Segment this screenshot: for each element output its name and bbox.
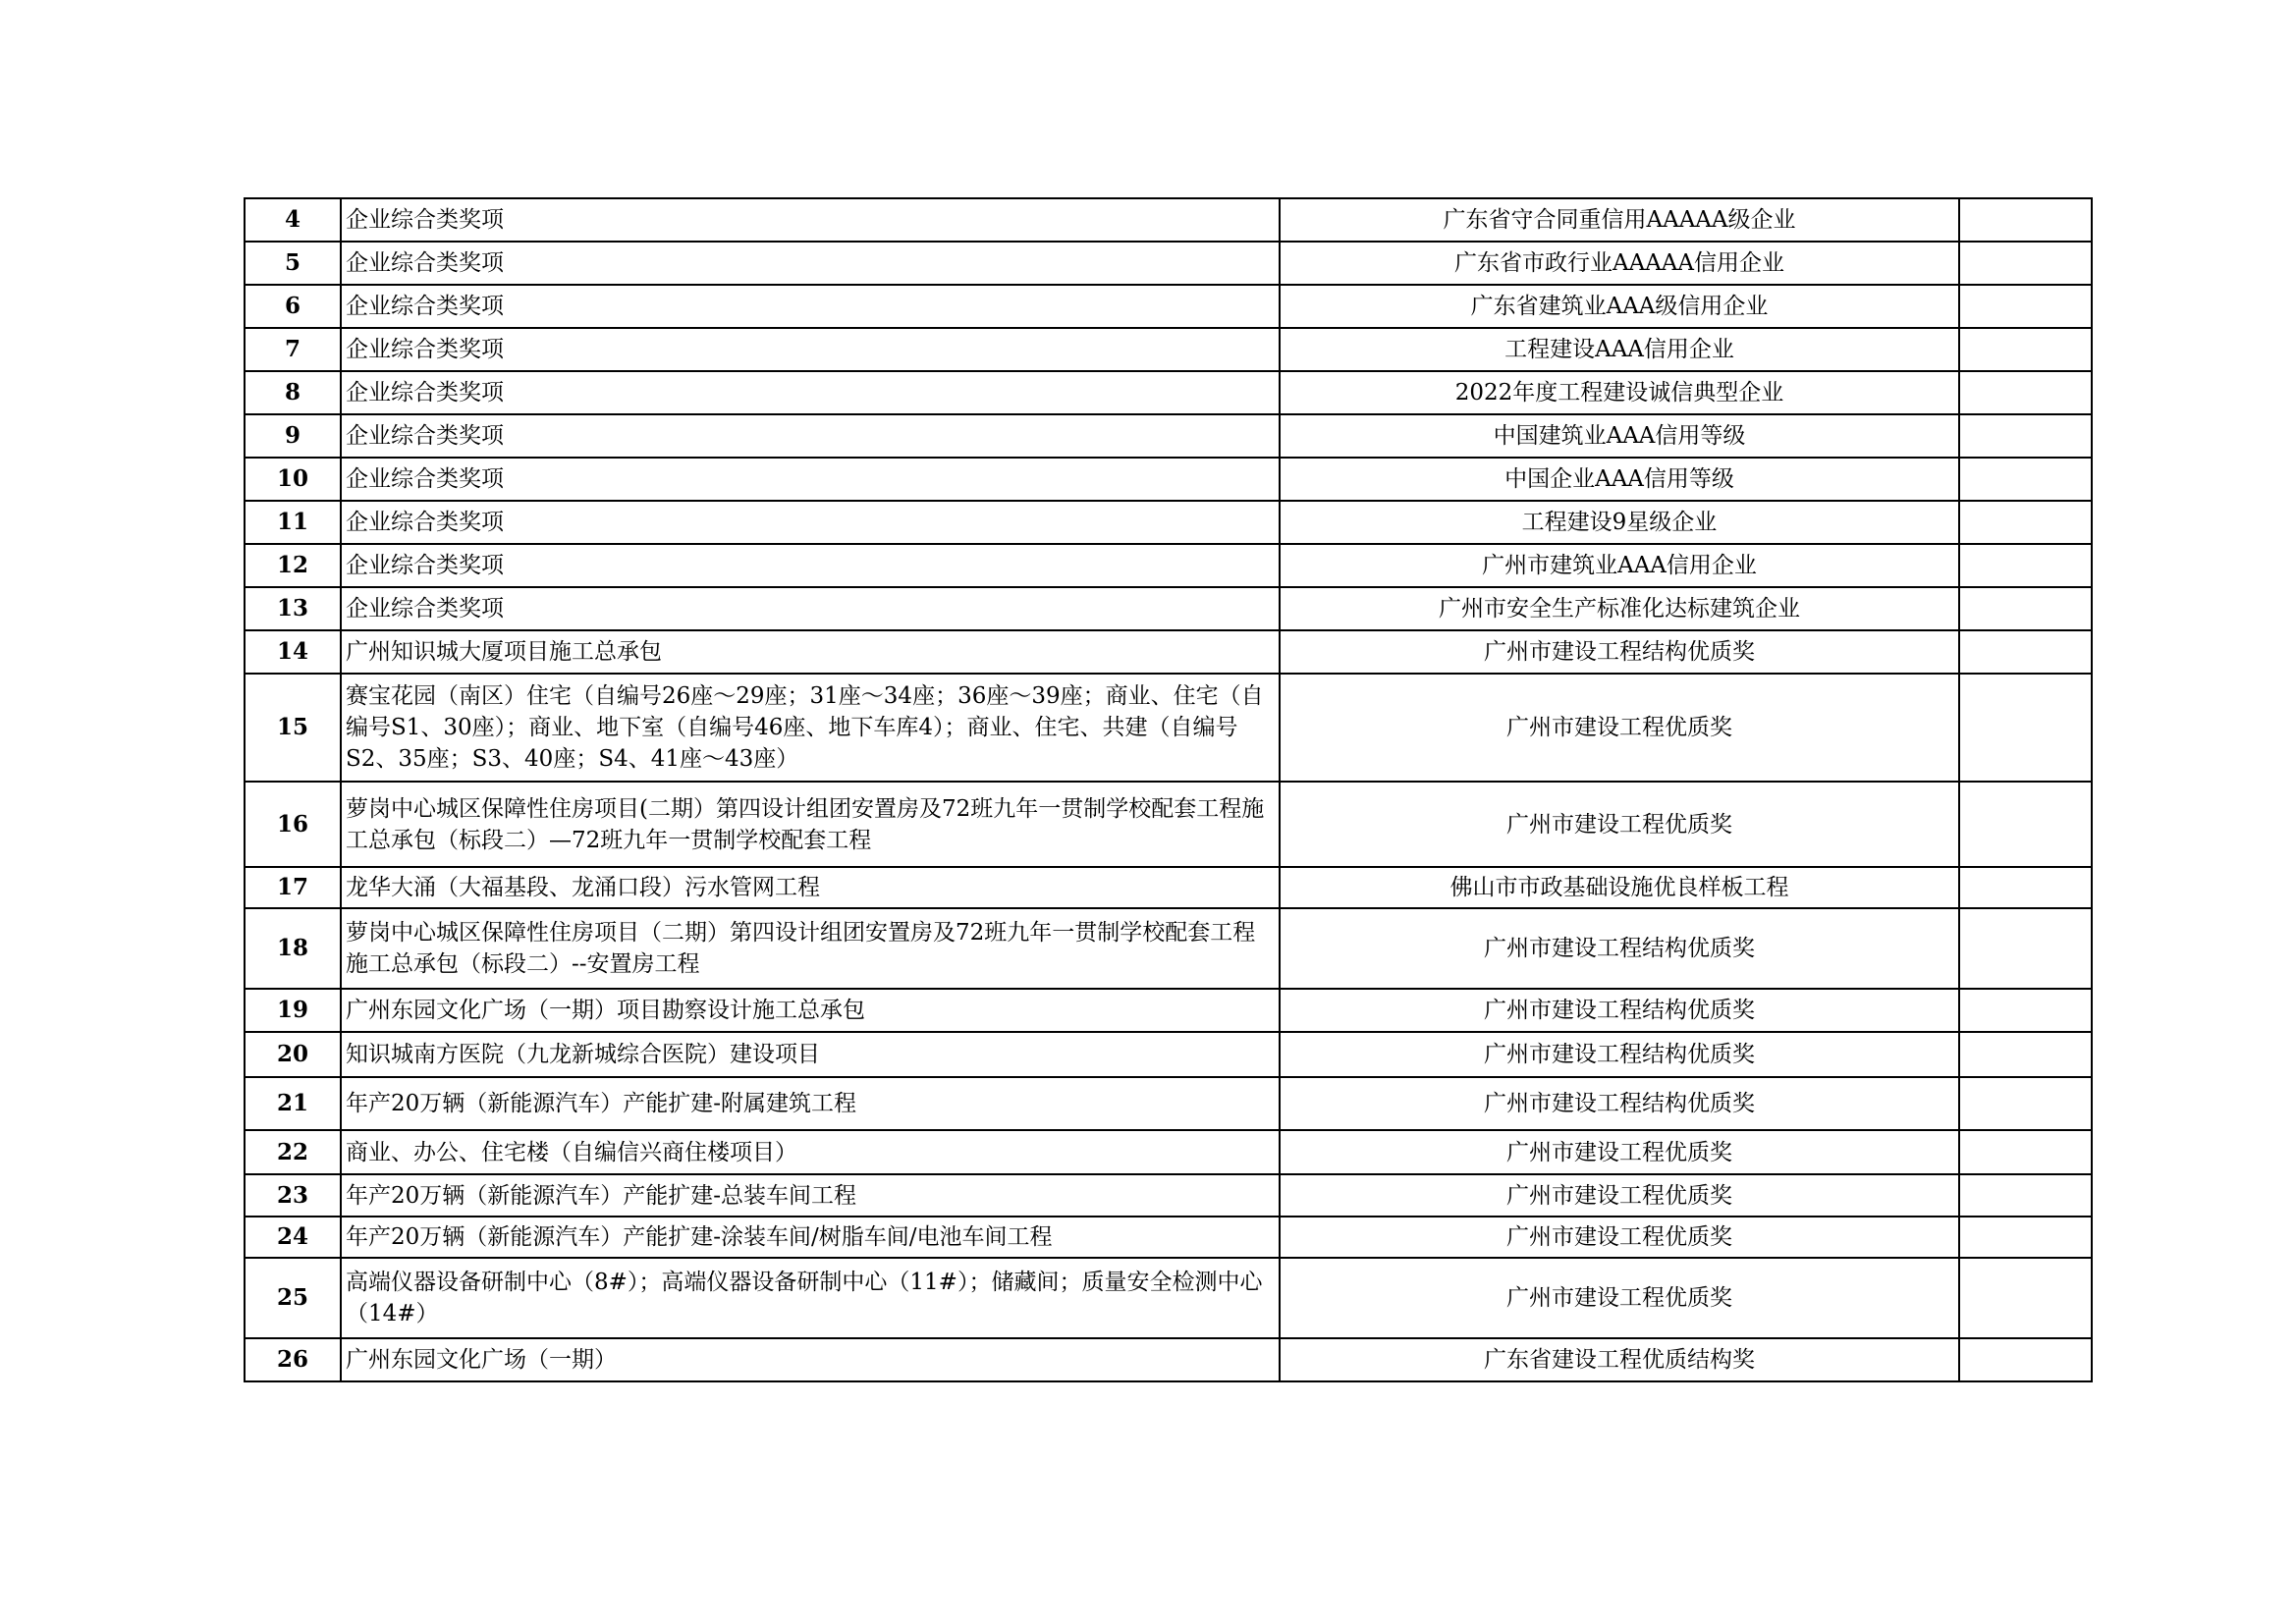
- note-cell: [1959, 501, 2092, 544]
- table-row: [245, 1258, 2092, 1338]
- award-name-cell: 工程建设9星级企业: [1280, 501, 1959, 544]
- project-name-cell: 年产20万辆（新能源汽车）产能扩建-涂装车间/树脂车间/电池车间工程: [341, 1217, 1280, 1258]
- row-number-cell: 9: [245, 414, 341, 458]
- note-cell: [1959, 1077, 2092, 1130]
- row-number-cell: 26: [245, 1338, 341, 1381]
- award-name-cell: 广州市建设工程结构优质奖: [1280, 1032, 1959, 1077]
- row-number-cell: 16: [245, 782, 341, 867]
- table-row: [245, 1130, 2092, 1174]
- note-cell: [1959, 1174, 2092, 1217]
- table-row: [245, 242, 2092, 285]
- award-name-cell: 广东省建筑业AAA级信用企业: [1280, 285, 1959, 328]
- table-row: [245, 908, 2092, 989]
- project-name-cell: 萝岗中心城区保障性住房项目（二期）第四设计组团安置房及72班九年一贯制学校配套工程施工总承包（标段二）--安置房工程: [341, 908, 1280, 989]
- project-name-cell: 商业、办公、住宅楼（自编信兴商住楼项目）: [341, 1130, 1280, 1174]
- project-name-cell: 龙华大涌（大福基段、龙涌口段）污水管网工程: [341, 867, 1280, 908]
- table-row: [245, 501, 2092, 544]
- row-number-cell: 10: [245, 458, 341, 501]
- project-name-cell: 广州知识城大厦项目施工总承包: [341, 630, 1280, 674]
- table-row: [245, 1338, 2092, 1381]
- table-row: [245, 782, 2092, 867]
- project-name-cell: 企业综合类奖项: [341, 198, 1280, 242]
- award-name-cell: 工程建设AAA信用企业: [1280, 328, 1959, 371]
- award-name-cell: 广州市建设工程优质奖: [1280, 1174, 1959, 1217]
- table-row: [245, 630, 2092, 674]
- note-cell: [1959, 674, 2092, 782]
- table-row: [245, 285, 2092, 328]
- note-cell: [1959, 630, 2092, 674]
- project-name-cell: 广州东园文化广场（一期）: [341, 1338, 1280, 1381]
- award-name-cell: 中国建筑业AAA信用等级: [1280, 414, 1959, 458]
- row-number-cell: 7: [245, 328, 341, 371]
- note-cell: [1959, 587, 2092, 630]
- project-name-cell: 企业综合类奖项: [341, 328, 1280, 371]
- note-cell: [1959, 328, 2092, 371]
- project-name-cell: 企业综合类奖项: [341, 458, 1280, 501]
- award-name-cell: 广州市建设工程优质奖: [1280, 1217, 1959, 1258]
- note-cell: [1959, 544, 2092, 587]
- row-number-cell: 6: [245, 285, 341, 328]
- award-name-cell: 广州市建设工程优质奖: [1280, 1258, 1959, 1338]
- table-row: [245, 1077, 2092, 1130]
- table-row: [245, 328, 2092, 371]
- row-number-cell: 4: [245, 198, 341, 242]
- table-row: [245, 1032, 2092, 1077]
- project-name-cell: 企业综合类奖项: [341, 285, 1280, 328]
- project-name-cell: 企业综合类奖项: [341, 242, 1280, 285]
- note-cell: [1959, 198, 2092, 242]
- table-row: [245, 371, 2092, 414]
- note-cell: [1959, 867, 2092, 908]
- award-name-cell: 佛山市市政基础设施优良样板工程: [1280, 867, 1959, 908]
- row-number-cell: 11: [245, 501, 341, 544]
- award-name-cell: 2022年度工程建设诚信典型企业: [1280, 371, 1959, 414]
- award-name-cell: 广州市安全生产标准化达标建筑企业: [1280, 587, 1959, 630]
- project-name-cell: 高端仪器设备研制中心（8#）；高端仪器设备研制中心（11#）；储藏间；质量安全检测中心（14#）: [341, 1258, 1280, 1338]
- note-cell: [1959, 458, 2092, 501]
- award-name-cell: 广州市建设工程优质奖: [1280, 782, 1959, 867]
- award-name-cell: 中国企业AAA信用等级: [1280, 458, 1959, 501]
- note-cell: [1959, 1032, 2092, 1077]
- award-name-cell: 广东省建设工程优质结构奖: [1280, 1338, 1959, 1381]
- note-cell: [1959, 242, 2092, 285]
- note-cell: [1959, 1130, 2092, 1174]
- row-number-cell: 19: [245, 989, 341, 1032]
- note-cell: [1959, 908, 2092, 989]
- row-number-cell: 17: [245, 867, 341, 908]
- note-cell: [1959, 1338, 2092, 1381]
- table-row: [245, 989, 2092, 1032]
- note-cell: [1959, 989, 2092, 1032]
- row-number-cell: 25: [245, 1258, 341, 1338]
- award-name-cell: 广州市建设工程优质奖: [1280, 1130, 1959, 1174]
- project-name-cell: 企业综合类奖项: [341, 544, 1280, 587]
- project-name-cell: 年产20万辆（新能源汽车）产能扩建-总装车间工程: [341, 1174, 1280, 1217]
- row-number-cell: 5: [245, 242, 341, 285]
- project-name-cell: 年产20万辆（新能源汽车）产能扩建-附属建筑工程: [341, 1077, 1280, 1130]
- award-name-cell: 广东省市政行业AAAAA信用企业: [1280, 242, 1959, 285]
- note-cell: [1959, 371, 2092, 414]
- note-cell: [1959, 285, 2092, 328]
- awards-table-body: [245, 198, 2092, 1381]
- table-row: [245, 414, 2092, 458]
- row-number-cell: 21: [245, 1077, 341, 1130]
- table-row: [245, 198, 2092, 242]
- project-name-cell: 企业综合类奖项: [341, 414, 1280, 458]
- project-name-cell: 赛宝花园（南区）住宅（自编号26座～29座；31座～34座；36座～39座；商业、住宅（自编号S1、30座）；商业、地下室（自编号46座、地下车库4）；商业、住宅、共建（自编号S2、35座；S3、40座；S4、41座～43座）: [341, 674, 1280, 782]
- row-number-cell: 22: [245, 1130, 341, 1174]
- row-number-cell: 13: [245, 587, 341, 630]
- row-number-cell: 15: [245, 674, 341, 782]
- project-name-cell: 企业综合类奖项: [341, 501, 1280, 544]
- row-number-cell: 18: [245, 908, 341, 989]
- award-name-cell: 广东省守合同重信用AAAAA级企业: [1280, 198, 1959, 242]
- project-name-cell: 知识城南方医院（九龙新城综合医院）建设项目: [341, 1032, 1280, 1077]
- row-number-cell: 8: [245, 371, 341, 414]
- table-row: [245, 674, 2092, 782]
- award-name-cell: 广州市建设工程结构优质奖: [1280, 908, 1959, 989]
- award-name-cell: 广州市建设工程结构优质奖: [1280, 1077, 1959, 1130]
- note-cell: [1959, 782, 2092, 867]
- award-name-cell: 广州市建筑业AAA信用企业: [1280, 544, 1959, 587]
- award-name-cell: 广州市建设工程优质奖: [1280, 674, 1959, 782]
- table-row: [245, 867, 2092, 908]
- project-name-cell: 企业综合类奖项: [341, 371, 1280, 414]
- row-number-cell: 14: [245, 630, 341, 674]
- award-name-cell: 广州市建设工程结构优质奖: [1280, 630, 1959, 674]
- project-name-cell: 广州东园文化广场（一期）项目勘察设计施工总承包: [341, 989, 1280, 1032]
- table-row: [245, 544, 2092, 587]
- note-cell: [1959, 1217, 2092, 1258]
- note-cell: [1959, 414, 2092, 458]
- project-name-cell: 企业综合类奖项: [341, 587, 1280, 630]
- award-name-cell: 广州市建设工程结构优质奖: [1280, 989, 1959, 1032]
- table-row: [245, 458, 2092, 501]
- row-number-cell: 20: [245, 1032, 341, 1077]
- table-row: [245, 587, 2092, 630]
- awards-table: [244, 197, 2093, 1382]
- table-row: [245, 1174, 2092, 1217]
- row-number-cell: 12: [245, 544, 341, 587]
- note-cell: [1959, 1258, 2092, 1338]
- row-number-cell: 23: [245, 1174, 341, 1217]
- table-row: [245, 1217, 2092, 1258]
- row-number-cell: 24: [245, 1217, 341, 1258]
- project-name-cell: 萝岗中心城区保障性住房项目(二期）第四设计组团安置房及72班九年一贯制学校配套工程施工总承包（标段二）—72班九年一贯制学校配套工程: [341, 782, 1280, 867]
